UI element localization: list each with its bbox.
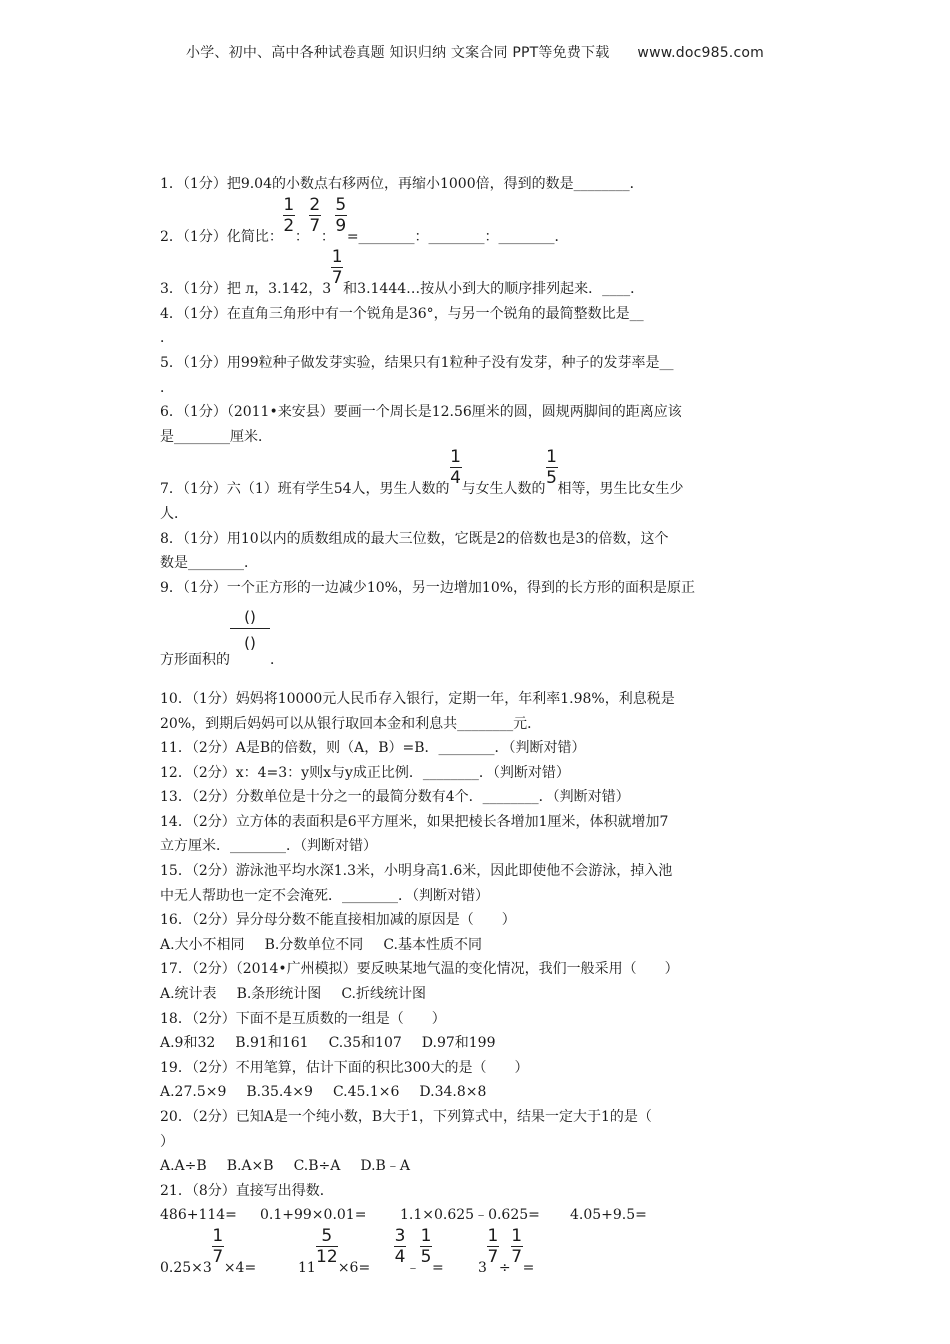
calc-suffix: ×6= bbox=[337, 1259, 371, 1276]
calc-item: 486+114= bbox=[160, 1207, 237, 1224]
option-b: B.分数单位不同 bbox=[264, 936, 364, 953]
question-15-line-1: 15．（2分）游泳池平均水深1.3米，小明身高1.6米，因此即使他不会游泳，掉入池 bbox=[160, 863, 673, 880]
fraction-5-9 bbox=[335, 194, 347, 241]
question-7-suffix: 相等，男生比女生少 bbox=[557, 481, 684, 498]
fraction-denominator: 9 bbox=[335, 215, 347, 236]
question-13: 13．（2分）分数单位是十分之一的最简分数有4个．________．（判断对错） bbox=[160, 789, 630, 806]
fraction-1-7 bbox=[331, 247, 343, 293]
fraction-denominator: 4 bbox=[450, 468, 461, 489]
header-title: 小学、初中、高中各种试卷真题 知识归纳 文案合同 PPT等免费下载 bbox=[186, 45, 610, 61]
question-21: 21．（8分）直接写出得数． bbox=[160, 1182, 334, 1199]
question-2 bbox=[160, 194, 792, 250]
calc-operator: ﹣ bbox=[406, 1259, 420, 1276]
question-17-options bbox=[160, 982, 792, 1007]
question-16-options bbox=[160, 933, 792, 958]
question-3 bbox=[160, 247, 792, 302]
question-20-line-1: 20．（2分）已知A是一个纯小数，B大于1，下列算式中，结果一定大于1的是（ bbox=[160, 1109, 652, 1125]
question-9-suffix: ． bbox=[270, 652, 284, 669]
ratio-separator: ： bbox=[320, 228, 335, 245]
fraction-1-4 bbox=[450, 447, 462, 493]
question-2-suffix: =________：________：________． bbox=[346, 228, 569, 245]
fraction-denominator: 12 bbox=[316, 1246, 338, 1267]
fraction-denominator: 4 bbox=[394, 1246, 406, 1267]
option-d: D.34.8×8 bbox=[419, 1084, 487, 1101]
question-4-line-1: 4．（1分）在直角三角形中有一个锐角是36°，与另一个锐角的最简整数比是__ bbox=[160, 305, 644, 322]
question-11: 11．（2分）A是B的倍数，则（A，B）=B．________．（判断对错） bbox=[160, 740, 586, 757]
question-19: 19．（2分）不用笔算，估计下面的积比300大的是（ ） bbox=[160, 1059, 529, 1076]
question-10-line-1: 10．（1分）妈妈将10000元人民币存入银行，定期一年，年利率1.98%，利息税是 bbox=[160, 690, 675, 707]
option-c: C.基本性质不同 bbox=[383, 936, 482, 953]
calc-operator: ÷ bbox=[498, 1259, 511, 1276]
question-16: 16．（2分）异分母分数不能直接相加减的原因是（ ） bbox=[160, 912, 516, 929]
question-9-prefix: 方形面积的 bbox=[160, 652, 230, 669]
calc-item-2 bbox=[298, 1225, 394, 1281]
question-7-middle: 与女生人数的 bbox=[461, 481, 546, 498]
option-c: C.35和107 bbox=[328, 1035, 402, 1052]
question-8-line-1: 8．（1分）用10以内的质数组成的最大三位数，它既是2的倍数也是3的倍数，这个 bbox=[160, 530, 669, 547]
question-3-suffix: 和3.1444…按从小到大的顺序排列起来．____． bbox=[343, 281, 645, 298]
calc-prefix: 0.25×3 bbox=[160, 1259, 212, 1276]
fraction-denominator: 5 bbox=[420, 1246, 432, 1267]
option-c: C.45.1×6 bbox=[332, 1084, 400, 1101]
fraction-numerator: 1 bbox=[511, 1225, 523, 1246]
calc-item: 1.1×0.625﹣0.625= bbox=[400, 1207, 540, 1224]
question-5-line-2: ． bbox=[160, 379, 174, 396]
question-list bbox=[160, 172, 792, 1281]
fraction-denominator: 7 bbox=[212, 1246, 224, 1267]
option-a: A.27.5×9 bbox=[160, 1084, 227, 1101]
calc-item: 0.1+99×0.01= bbox=[260, 1207, 367, 1224]
fraction-denominator: () bbox=[244, 634, 256, 653]
fraction-numerator: 1 bbox=[487, 1225, 499, 1246]
question-7-line-2: 人． bbox=[160, 505, 188, 522]
blank-fraction bbox=[230, 608, 270, 664]
question-2-prefix: 2．（1分）化简比： bbox=[160, 228, 283, 245]
option-b: B.条形统计图 bbox=[236, 986, 322, 1003]
option-b: B.A×B bbox=[226, 1158, 274, 1175]
fraction-denominator: 7 bbox=[309, 215, 321, 236]
option-b: B.35.4×9 bbox=[246, 1084, 313, 1101]
fraction-1-7 bbox=[212, 1225, 224, 1272]
fraction-1-5 bbox=[546, 447, 558, 493]
question-18-options bbox=[160, 1031, 792, 1056]
question-5-line-1: 5．（1分）用99粒种子做发芽实验，结果只有1粒种子没有发芽，种子的发芽率是__ bbox=[160, 354, 674, 371]
question-6-line-2: 是________厘米． bbox=[160, 428, 272, 445]
question-7-prefix: 7．（1分）六（1）班有学生54人，男生人数的 bbox=[160, 481, 450, 498]
question-17: 17．（2分）（2014•广州模拟）要反映某地气温的变化情况，我们一般采用（ ） bbox=[160, 961, 679, 978]
option-a: A.A÷B bbox=[160, 1158, 207, 1175]
fraction-denominator: 7 bbox=[331, 268, 343, 289]
question-1: 1．（1分）把9.04的小数点右移两位，再缩小1000倍，得到的数是________． bbox=[160, 176, 644, 192]
question-10-line-2: 20%，到期后妈妈可以从银行取回本金和利息共________元． bbox=[160, 715, 542, 732]
fraction-denominator: 7 bbox=[487, 1246, 499, 1267]
option-a: A.大小不相同 bbox=[160, 936, 245, 953]
question-21-row-1 bbox=[160, 1203, 792, 1228]
fraction-1-5 bbox=[420, 1225, 432, 1272]
header-site-link[interactable]: www.doc985.com bbox=[637, 45, 764, 61]
calc-item-1 bbox=[160, 1225, 298, 1281]
fraction-denominator: 2 bbox=[283, 215, 295, 236]
fraction-numerator: 3 bbox=[394, 1225, 406, 1246]
question-20-line-2: ） bbox=[160, 1133, 174, 1150]
question-8-line-2: 数是________． bbox=[160, 555, 258, 572]
fraction-numerator: 1 bbox=[212, 1225, 224, 1246]
calc-prefix: 11 bbox=[298, 1259, 316, 1276]
fraction-1-7 bbox=[511, 1225, 523, 1272]
question-6-line-1: 6．（1分）（2011•来安县）要画一个周长是12.56厘米的圆，圆规两脚间的距离应该 bbox=[160, 404, 682, 421]
fraction-numerator: 1 bbox=[450, 447, 461, 468]
question-19-options bbox=[160, 1080, 792, 1105]
calc-suffix: = bbox=[432, 1259, 444, 1276]
fraction-numerator: 1 bbox=[420, 1225, 432, 1246]
fraction-1-7 bbox=[487, 1225, 499, 1272]
question-14-line-1: 14．（2分）立方体的表面积是6平方厘米，如果把棱长各增加1厘米，体积就增加7 bbox=[160, 813, 669, 830]
ratio-separator: ： bbox=[294, 228, 309, 245]
option-d: D.97和199 bbox=[421, 1035, 496, 1052]
option-b: B.91和161 bbox=[235, 1035, 309, 1052]
question-15-line-2: 中无人帮助也一定不会淹死．________．（判断对错） bbox=[160, 887, 489, 904]
fraction-3-4 bbox=[394, 1225, 406, 1272]
option-d: D.B﹣A bbox=[360, 1158, 410, 1175]
option-a: A.统计表 bbox=[160, 986, 217, 1003]
fraction-numerator: 1 bbox=[546, 447, 557, 468]
question-20-options bbox=[160, 1154, 792, 1179]
option-c: C.B÷A bbox=[293, 1158, 341, 1175]
question-9-line-1: 9．（1分）一个正方形的一边减少10%，另一边增加10%，得到的长方形的面积是原正 bbox=[160, 579, 696, 596]
calc-suffix: = bbox=[522, 1259, 535, 1276]
fraction-5-12 bbox=[316, 1225, 338, 1272]
question-3-prefix: 3．（1分）把 л，3.142，3 bbox=[160, 281, 332, 298]
fraction-numerator: 1 bbox=[331, 247, 343, 268]
calc-item: 4.05+9.5= bbox=[570, 1207, 647, 1224]
question-9-line-2 bbox=[160, 608, 792, 673]
page-header bbox=[0, 42, 950, 62]
fraction-numerator: 2 bbox=[309, 194, 321, 215]
fraction-numerator: 5 bbox=[316, 1226, 338, 1247]
question-18: 18．（2分）下面不是互质数的一组是（ ） bbox=[160, 1010, 446, 1027]
question-12: 12．（2分）x：4=3：y则x与y成正比例．________．（判断对错） bbox=[160, 764, 570, 781]
question-4-line-2: ． bbox=[160, 330, 174, 347]
question-14-line-2: 立方厘米．________．（判断对错） bbox=[160, 838, 377, 855]
question-7 bbox=[160, 447, 792, 502]
fraction-numerator: 1 bbox=[283, 194, 295, 215]
fraction-numerator: 5 bbox=[335, 194, 347, 215]
calc-item-4 bbox=[478, 1225, 535, 1281]
option-c: C.折线统计图 bbox=[341, 986, 426, 1003]
calc-suffix: ×4= bbox=[223, 1259, 257, 1276]
fraction-numerator: () bbox=[230, 606, 270, 629]
fraction-2-7 bbox=[309, 194, 321, 241]
option-a: A.9和32 bbox=[160, 1035, 216, 1052]
fraction-1-2 bbox=[283, 194, 295, 241]
question-21-row-2 bbox=[160, 1225, 792, 1281]
calc-item-3 bbox=[394, 1225, 478, 1281]
fraction-denominator: 7 bbox=[511, 1246, 523, 1267]
calc-prefix: 3 bbox=[478, 1259, 487, 1276]
fraction-denominator: 5 bbox=[546, 468, 557, 489]
